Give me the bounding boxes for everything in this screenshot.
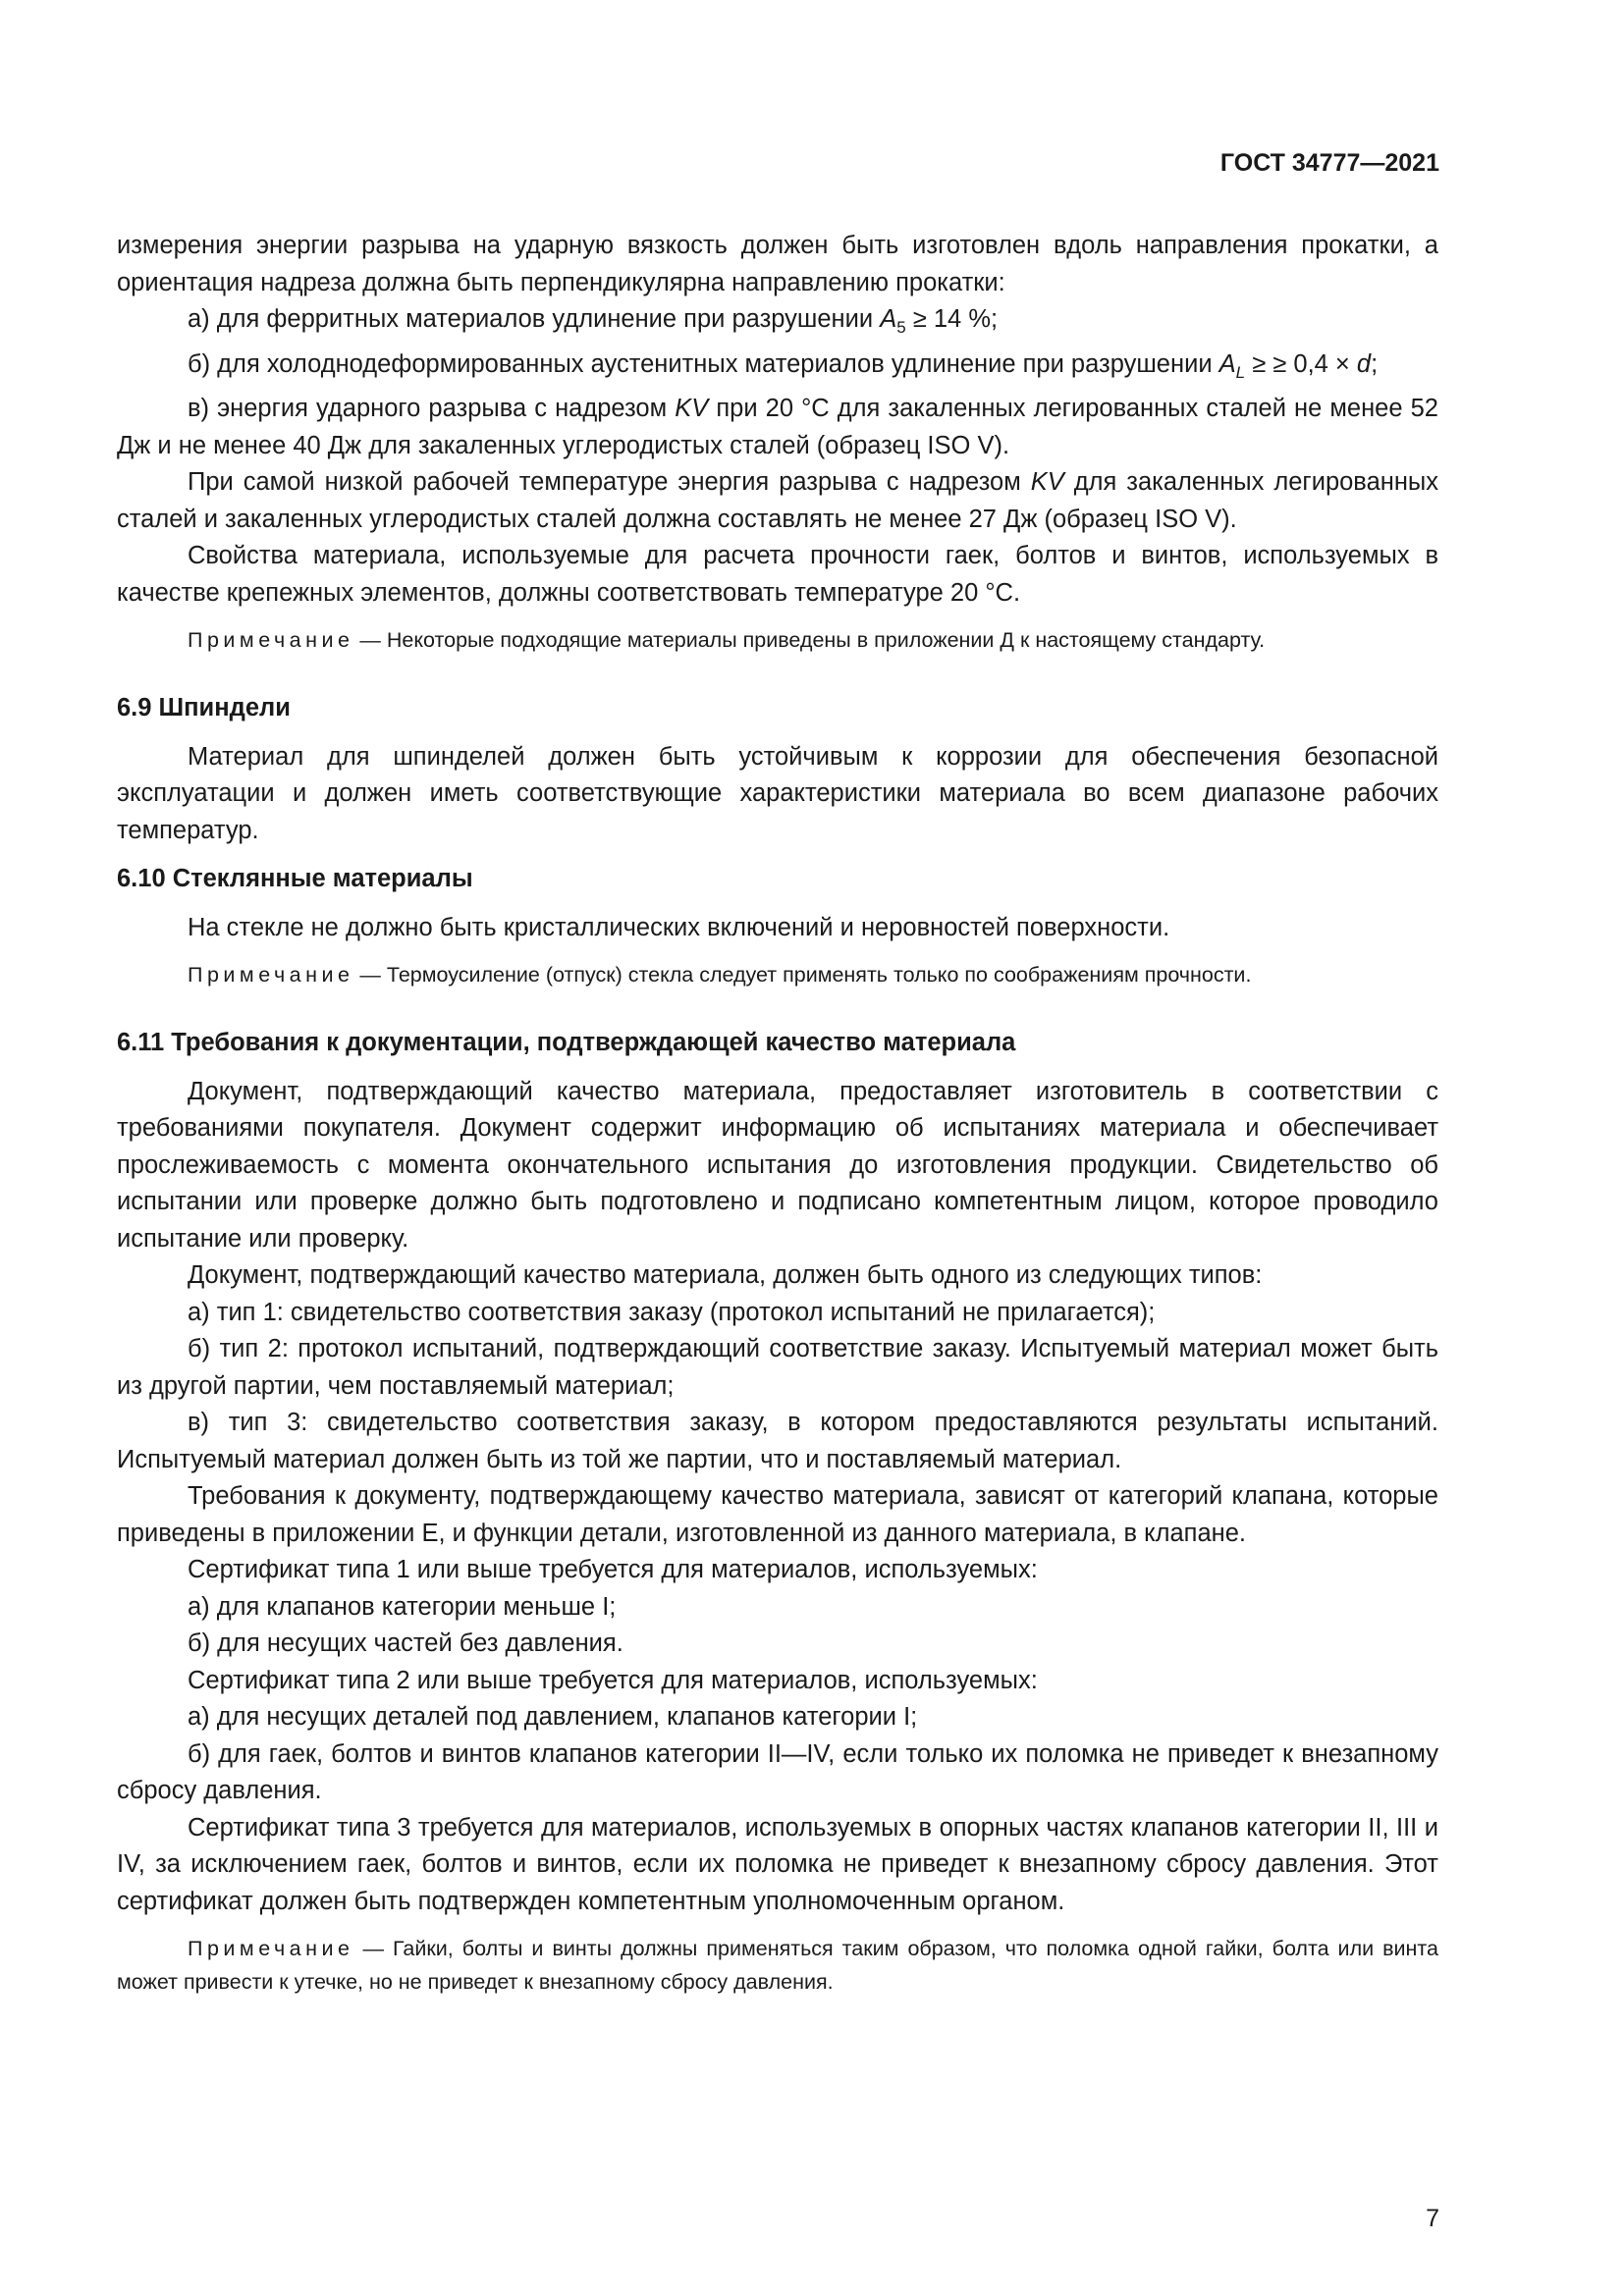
paragraph: Требования к документу, подтверждающему качество материала, зависят от категорий клапана, которые приведены в приложении Е, и функции детали, изготовленной из данного материала, в клапане. <box>117 1482 1438 1547</box>
list-item: в) энергия ударного разрыва с надрезом KV при 20 °С для закаленных легированных сталей не менее 52 Дж и не менее 40 Дж для закаленных углеродистых сталей (образец ISO V). <box>117 395 1438 459</box>
list-item: б) для холоднодеформированных аустенитных материалов удлинение при разрушении $A_L$ ≥ ≥ 0,4 × d; <box>188 349 1379 382</box>
note-label: Примечание <box>188 963 354 988</box>
paragraph: Сертификат типа 3 требуется для материалов, используемых в опорных частях клапанов категории II, III и IV, за исключением гаек, болтов и винтов, если их поломка не приведет к внезапному сбросу давления. Этот сертификат должен быть подтвержден компетентным уполномоченным органом. <box>117 1813 1438 1915</box>
paragraph: Материал для шпинделей должен быть устойчивым к коррозии для обеспечения безопасной эксплуатации и должен иметь соответствующие характеристики материала во всем диапазоне рабочих температур. <box>117 742 1438 844</box>
page-number: 7 <box>1426 2205 1439 2232</box>
paragraph: При самой низкой рабочей температуре энергия разрыва с надрезом KV для закаленных легированных сталей и закаленных углеродистых сталей должна составлять не менее 27 Дж (образец ISO V). <box>117 468 1438 533</box>
paragraph: Сертификат типа 1 или выше требуется для материалов, используемых: <box>188 1556 1038 1584</box>
list-item: а) для клапанов категории меньше I; <box>188 1592 617 1621</box>
note-label: Примечание <box>188 628 354 653</box>
paragraph: Свойства материала, используемые для расчета прочности гаек, болтов и винтов, используемых в качестве крепежных элементов, должны соответствовать температуре 20 °С. <box>117 542 1438 607</box>
document-body <box>117 228 1438 1999</box>
section-heading: 6.10 Стеклянные материалы <box>117 865 473 893</box>
section-heading: 6.9 Шпиндели <box>117 694 291 722</box>
list-item: а) для несущих деталей под давлением, клапанов категории I; <box>188 1703 918 1732</box>
document-header: ГОСТ 34777—2021 <box>1219 149 1439 177</box>
section-heading: 6.11 Требования к документации, подтверждающей качество материала <box>117 1029 1016 1057</box>
paragraph: Сертификат типа 2 или выше требуется для материалов, используемых: <box>188 1666 1038 1694</box>
paragraph: На стекле не должно быть кристаллических включений и неровностей поверхности. <box>188 913 1170 941</box>
paragraph: Документ, подтверждающий качество материала, предоставляет изготовитель в соответствии с требованиями покупателя. Документ содержит информацию об испытаниях материала и обеспечивает прослеживаемость с момента окончательного испытания до изготовления продукции. Свидетельство об испытании или проверке должно быть подготовлено и подписано компетентным лицом, которое проводило испытание или проверку. <box>117 1077 1438 1253</box>
list-item: а) для ферритных материалов удлинение при разрушении $A_5 \ge 14$ %; <box>188 305 999 338</box>
list-item: б) для гаек, болтов и винтов клапанов категории II—IV, если только их поломка не приведет к внезапному сбросу давления. <box>117 1739 1438 1805</box>
list-item: б) для несущих частей без давления. <box>188 1629 623 1658</box>
note: Примечание — Гайки, болты и винты должны применяться таким образом, что поломка одной гайки, болта или винта может привести к утечке, но не приведет к внезапному сбросу давления. <box>117 1937 1438 1995</box>
note-label: Примечание <box>188 1937 354 1961</box>
list-item: в) тип 3: свидетельство соответствия заказу, в котором предоставляются результаты испытаний. Испытуемый материал должен быть из той же партии, что и поставляемый материал. <box>117 1409 1438 1473</box>
note: Примечание — Некоторые подходящие материалы приведены в приложении Д к настоящему стандарту. <box>188 628 1266 653</box>
list-item: а) тип 1: свидетельство соответствия заказу (протокол испытаний не прилагается); <box>188 1298 1156 1326</box>
paragraph: Документ, подтверждающий качество материала, должен быть одного из следующих типов: <box>188 1261 1263 1290</box>
note: Примечание — Термоусиление (отпуск) стекла следует применять только по соображениям прочности. <box>188 963 1252 988</box>
list-item: б) тип 2: протокол испытаний, подтверждающий соответствие заказу. Испытуемый материал может быть из другой партии, чем поставляемый материал; <box>117 1335 1438 1400</box>
paragraph: измерения энергии разрыва на ударную вязкость должен быть изготовлен вдоль направления прокатки, а ориентация надреза должна быть перпендикулярна направлению прокатки: <box>117 232 1438 296</box>
